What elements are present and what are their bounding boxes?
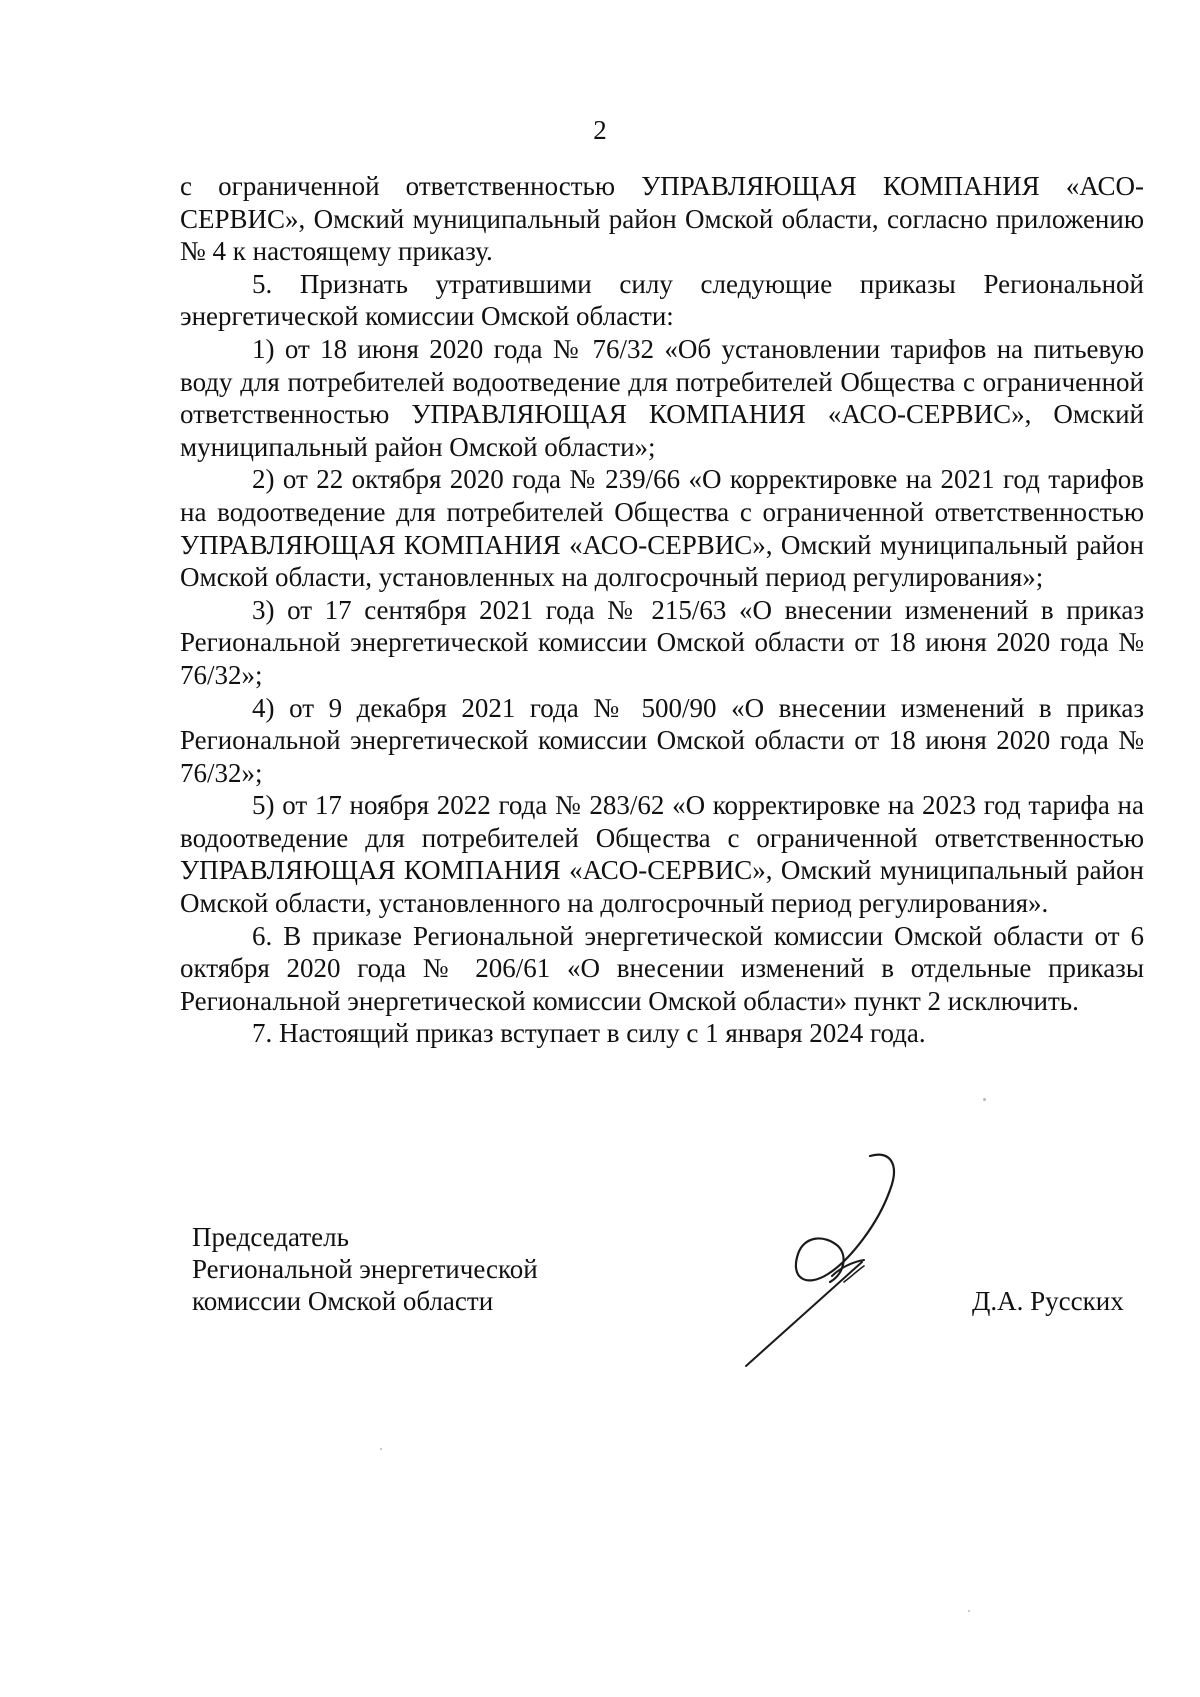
page-number: 2 xyxy=(593,115,607,145)
scan-speck xyxy=(983,1098,986,1101)
scan-speck xyxy=(380,1448,382,1450)
signatory-name: Д.А. Русских xyxy=(972,1286,1124,1316)
handwritten-signature xyxy=(740,1150,920,1370)
paragraph-item-6: 6. В приказе Региональной энергетической комиссии Омской области от 6 октября 2020 года № 206/61 «О внесении изменений в отдельные приказы Региональной энергетической комиссии Омской области» пункт 2 исключить. xyxy=(180,920,1144,1016)
paragraph-subitem-4: 4) от 9 декабря 2021 года № 500/90 «О внесении изменений в приказ Региональной энергетической комиссии Омской области от 18 июня 2020 года № 76/32»; xyxy=(180,692,1144,788)
signatory-title-line-2: Региональной энергетической xyxy=(192,1254,538,1284)
signatory-title-line-3: комиссии Омской области xyxy=(192,1286,494,1316)
paragraph-item-5: 5. Признать утратившими силу следующие приказы Региональной энергетической комиссии Омской области: xyxy=(180,268,1144,332)
paragraph-continuation: с ограниченной ответственностью УПРАВЛЯЮЩАЯ КОМПАНИЯ «АСО-СЕРВИС», Омский муниципальный район Омской области, согласно приложению № 4 к настоящему приказу. xyxy=(180,171,1144,267)
paragraph-item-7: 7. Настоящий приказ вступает в силу с 1 января 2024 года. xyxy=(252,1018,926,1049)
paragraph-subitem-2: 2) от 22 октября 2020 года № 239/66 «О корректировке на 2021 год тарифов на водоотведение для потребителей Общества с ограниченной ответственностью УПРАВЛЯЮЩАЯ КОМПАНИЯ «АСО-СЕРВИС», Омский муниципальный район Омской области, установленных на долгосрочный период регулирования»; xyxy=(180,464,1144,593)
paragraph-subitem-1: 1) от 18 июня 2020 года № 76/32 «Об установлении тарифов на питьевую воду для потребителей водоотведение для потребителей Общества с ограниченной ответственностью УПРАВЛЯЮЩАЯ КОМПАНИЯ «АСО-СЕРВИС», Омский муниципальный район Омской области»; xyxy=(180,333,1144,462)
paragraph-subitem-5: 5) от 17 ноября 2022 года № 283/62 «О корректировке на 2023 год тарифа на водоотведение для потребителей Общества с ограниченной ответственностью УПРАВЛЯЮЩАЯ КОМПАНИЯ «АСО-СЕРВИС», Омский муниципальный район Омской области, установленного на долгосрочный период регулирования». xyxy=(180,790,1144,919)
document-body xyxy=(180,170,1144,1050)
paragraph-subitem-3: 3) от 17 сентября 2021 года № 215/63 «О внесении изменений в приказ Региональной энергетической комиссии Омской области от 18 июня 2020 года № 76/32»; xyxy=(180,594,1144,690)
signatory-title-line-1: Председатель xyxy=(192,1222,349,1252)
scan-speck xyxy=(968,1610,970,1612)
signatory-title xyxy=(192,1221,538,1317)
